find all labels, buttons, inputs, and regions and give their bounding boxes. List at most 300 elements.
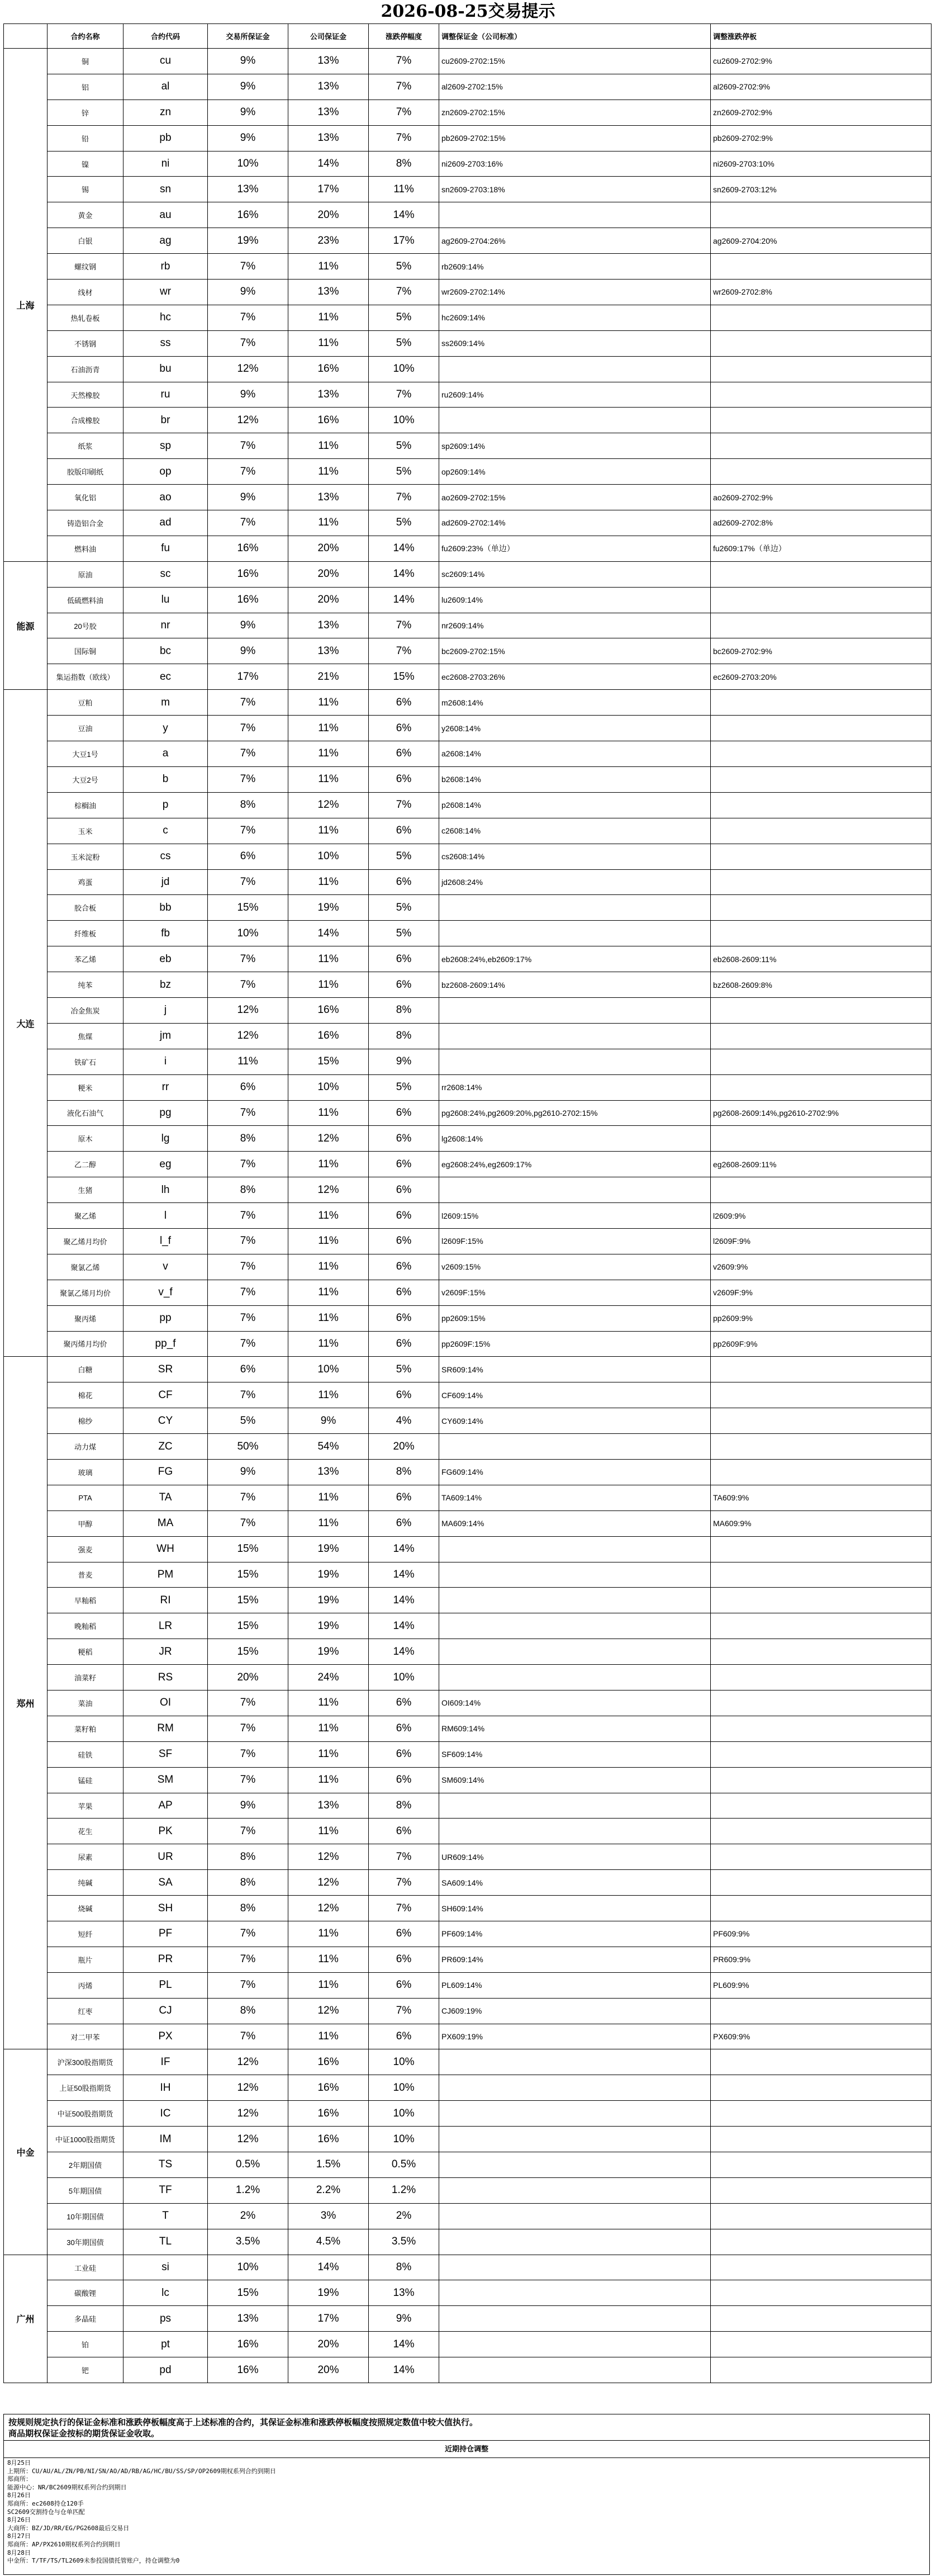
price-limit-cell: 14% xyxy=(369,1639,439,1665)
adjusted-margin-cell: fu2609:23%（单边） xyxy=(439,536,711,561)
exchange-margin-cell: 0.5% xyxy=(208,2152,288,2178)
adjusted-margin-cell xyxy=(439,2255,711,2280)
price-limit-cell: 14% xyxy=(369,561,439,587)
adjusted-margin-cell: pb2609-2702:15% xyxy=(439,125,711,151)
table-row xyxy=(4,1665,932,1690)
contract-code-cell: SA xyxy=(123,1870,208,1896)
price-limit-cell: 20% xyxy=(369,1434,439,1460)
contract-code-cell: au xyxy=(123,202,208,228)
table-row xyxy=(4,921,932,946)
table-row xyxy=(4,1819,932,1844)
contract-code-cell: nr xyxy=(123,613,208,638)
price-limit-cell: 5% xyxy=(369,921,439,946)
adjusted-margin-cell xyxy=(439,921,711,946)
table-row xyxy=(4,228,932,254)
table-row xyxy=(4,2306,932,2332)
price-limit-cell: 0.5% xyxy=(369,2152,439,2178)
adjusted-margin-cell xyxy=(439,2127,711,2152)
price-limit-cell: 10% xyxy=(369,2101,439,2127)
exchange-margin-cell: 12% xyxy=(208,2075,288,2101)
exchange-cell: 中金 xyxy=(4,2049,47,2255)
price-limit-cell: 7% xyxy=(369,1896,439,1921)
contract-name-cell: 生猪 xyxy=(47,1177,123,1203)
price-limit-cell: 6% xyxy=(369,1741,439,1767)
contract-code-cell: pp xyxy=(123,1305,208,1331)
adjusted-margin-cell: eb2608:24%,eb2609:17% xyxy=(439,946,711,972)
contract-name-cell: 聚丙烯 xyxy=(47,1305,123,1331)
contract-code-cell: PL xyxy=(123,1972,208,1998)
adjusted-limit-cell: PX609:9% xyxy=(711,2024,932,2049)
price-limit-cell: 8% xyxy=(369,1459,439,1485)
contract-code-cell: hc xyxy=(123,305,208,330)
price-limit-cell: 6% xyxy=(369,1126,439,1152)
adjusted-margin-cell: m2608:14% xyxy=(439,690,711,716)
table-row xyxy=(4,1126,932,1152)
table-row xyxy=(4,741,932,767)
adjusted-margin-cell: MA609:14% xyxy=(439,1510,711,1536)
company-margin-cell: 20% xyxy=(288,561,369,587)
company-margin-cell: 9% xyxy=(288,1408,369,1434)
exchange-margin-cell: 9% xyxy=(208,1459,288,1485)
adjusted-margin-cell: p2608:14% xyxy=(439,792,711,818)
company-margin-cell: 11% xyxy=(288,2024,369,2049)
contract-code-cell: ni xyxy=(123,151,208,177)
table-body xyxy=(4,49,932,2383)
table-row xyxy=(4,1767,932,1793)
contract-code-cell: CY xyxy=(123,1408,208,1434)
exchange-margin-cell: 7% xyxy=(208,716,288,741)
notes-line: 8月28日 xyxy=(7,2549,31,2556)
notes-line: 上期所：CU/AU/AL/ZN/PB/NI/SN/AO/AD/RB/AG/HC/BU/SS/SP/OP2609期权系列合约到期日 xyxy=(7,2467,276,2475)
adjusted-limit-cell xyxy=(711,382,932,408)
price-limit-cell: 6% xyxy=(369,1485,439,1510)
table-row xyxy=(4,1280,932,1305)
company-margin-cell: 13% xyxy=(288,485,369,510)
company-margin-cell: 11% xyxy=(288,741,369,767)
table-row xyxy=(4,1459,932,1485)
contract-code-cell: IH xyxy=(123,2075,208,2101)
exchange-margin-cell: 10% xyxy=(208,2255,288,2280)
price-limit-cell: 6% xyxy=(369,1203,439,1229)
exchange-margin-cell: 9% xyxy=(208,74,288,100)
notes-line: SC2609交割持仓与仓单匹配 xyxy=(7,2508,85,2516)
price-limit-cell: 5% xyxy=(369,1074,439,1100)
adjusted-limit-cell: v2609F:9% xyxy=(711,1280,932,1305)
contract-name-cell: 铁矿石 xyxy=(47,1049,123,1074)
contract-code-cell: SH xyxy=(123,1896,208,1921)
exchange-margin-cell: 9% xyxy=(208,49,288,74)
price-limit-cell: 6% xyxy=(369,766,439,792)
price-limit-cell: 9% xyxy=(369,1049,439,1074)
adjusted-limit-cell xyxy=(711,1844,932,1870)
adjusted-limit-cell xyxy=(711,2075,932,2101)
notes-line: 郑商所：AP/PX2610期权系列合约到期日 xyxy=(7,2540,121,2548)
contract-code-cell: pd xyxy=(123,2357,208,2383)
header-adjusted-limit: 调整涨跌停板 xyxy=(711,24,932,49)
company-margin-cell: 13% xyxy=(288,613,369,638)
table-row xyxy=(4,280,932,305)
exchange-margin-cell: 7% xyxy=(208,946,288,972)
company-margin-cell: 20% xyxy=(288,2332,369,2357)
adjusted-margin-cell xyxy=(439,2332,711,2357)
contract-code-cell: OI xyxy=(123,1690,208,1716)
exchange-margin-cell: 8% xyxy=(208,792,288,818)
company-margin-cell: 12% xyxy=(288,1998,369,2024)
table-row xyxy=(4,1357,932,1382)
adjusted-limit-cell xyxy=(711,1896,932,1921)
company-margin-cell: 11% xyxy=(288,1382,369,1408)
price-limit-cell: 10% xyxy=(369,356,439,382)
contract-code-cell: c xyxy=(123,818,208,844)
company-margin-cell: 11% xyxy=(288,433,369,459)
adjusted-margin-cell xyxy=(439,356,711,382)
adjusted-margin-cell: ni2609-2703:16% xyxy=(439,151,711,177)
table-row xyxy=(4,2152,932,2178)
exchange-margin-cell: 15% xyxy=(208,2280,288,2306)
header-company-margin: 公司保证金 xyxy=(288,24,369,49)
adjusted-limit-cell xyxy=(711,997,932,1023)
adjusted-margin-cell: UR609:14% xyxy=(439,1844,711,1870)
price-limit-cell: 6% xyxy=(369,1510,439,1536)
adjusted-limit-cell xyxy=(711,254,932,280)
contract-name-cell: 菜油 xyxy=(47,1690,123,1716)
adjusted-margin-cell: FG609:14% xyxy=(439,1459,711,1485)
adjusted-margin-cell: y2608:14% xyxy=(439,716,711,741)
company-margin-cell: 15% xyxy=(288,1049,369,1074)
price-limit-cell: 8% xyxy=(369,2255,439,2280)
contract-code-cell: l_f xyxy=(123,1228,208,1254)
contract-code-cell: fb xyxy=(123,921,208,946)
adjusted-limit-cell xyxy=(711,869,932,895)
table-header-row xyxy=(4,24,932,49)
contract-name-cell: 玻璃 xyxy=(47,1459,123,1485)
adjusted-limit-cell xyxy=(711,330,932,356)
contract-name-cell: 粳稻 xyxy=(47,1639,123,1665)
company-margin-cell: 11% xyxy=(288,1510,369,1536)
adjusted-margin-cell: SA609:14% xyxy=(439,1870,711,1896)
company-margin-cell: 19% xyxy=(288,1588,369,1613)
company-margin-cell: 11% xyxy=(288,305,369,330)
price-limit-cell: 2% xyxy=(369,2203,439,2229)
contract-name-cell: 冶金焦炭 xyxy=(47,997,123,1023)
price-limit-cell: 7% xyxy=(369,1870,439,1896)
adjusted-limit-cell xyxy=(711,1434,932,1460)
adjusted-margin-cell: pg2608:24%,pg2609:20%,pg2610-2702:15% xyxy=(439,1100,711,1126)
price-limit-cell: 6% xyxy=(369,1177,439,1203)
adjusted-limit-cell xyxy=(711,1023,932,1049)
adjusted-limit-cell xyxy=(711,433,932,459)
contract-code-cell: rb xyxy=(123,254,208,280)
company-margin-cell: 11% xyxy=(288,1152,369,1177)
exchange-margin-cell: 13% xyxy=(208,2306,288,2332)
exchange-margin-cell: 7% xyxy=(208,1254,288,1280)
adjusted-limit-cell xyxy=(711,2049,932,2075)
table-row xyxy=(4,1716,932,1741)
contract-code-cell: UR xyxy=(123,1844,208,1870)
price-limit-cell: 14% xyxy=(369,1536,439,1562)
notes-line: 郑商所： xyxy=(7,2475,32,2483)
exchange-margin-cell: 7% xyxy=(208,741,288,767)
company-margin-cell: 16% xyxy=(288,408,369,433)
company-margin-cell: 10% xyxy=(288,1357,369,1382)
adjusted-limit-cell xyxy=(711,741,932,767)
adjusted-limit-cell xyxy=(711,202,932,228)
table-row xyxy=(4,408,932,433)
contract-name-cell: 大豆2号 xyxy=(47,766,123,792)
price-limit-cell: 7% xyxy=(369,792,439,818)
contract-code-cell: jd xyxy=(123,869,208,895)
price-limit-cell: 11% xyxy=(369,177,439,202)
adjusted-margin-cell: ru2609:14% xyxy=(439,382,711,408)
exchange-margin-cell: 7% xyxy=(208,305,288,330)
adjusted-limit-cell xyxy=(711,2229,932,2255)
table-row xyxy=(4,792,932,818)
adjusted-limit-cell xyxy=(711,1357,932,1382)
exchange-margin-cell: 17% xyxy=(208,664,288,690)
adjusted-limit-cell xyxy=(711,895,932,921)
exchange-margin-cell: 6% xyxy=(208,1074,288,1100)
table-row xyxy=(4,2255,932,2280)
contract-code-cell: ps xyxy=(123,2306,208,2332)
exchange-margin-cell: 8% xyxy=(208,1126,288,1152)
contract-name-cell: 黄金 xyxy=(47,202,123,228)
footnote-line: 按规则规定执行的保证金标准和涨跌停板幅度高于上述标准的合约，其保证金标准和涨跌停板幅度按照规定数值中较大值执行。 xyxy=(8,2417,478,2427)
adjusted-margin-cell xyxy=(439,1049,711,1074)
adjusted-limit-cell xyxy=(711,1126,932,1152)
table-row xyxy=(4,254,932,280)
adjusted-limit-cell xyxy=(711,1588,932,1613)
contract-code-cell: PR xyxy=(123,1947,208,1972)
adjusted-limit-cell: pp2609:9% xyxy=(711,1305,932,1331)
adjusted-limit-cell xyxy=(711,792,932,818)
price-limit-cell: 6% xyxy=(369,1254,439,1280)
contract-code-cell: al xyxy=(123,74,208,100)
adjusted-limit-cell: l2609:9% xyxy=(711,1203,932,1229)
adjusted-limit-cell: PF609:9% xyxy=(711,1921,932,1947)
contract-code-cell: p xyxy=(123,792,208,818)
contract-name-cell: 对二甲苯 xyxy=(47,2024,123,2049)
table-row xyxy=(4,997,932,1023)
price-limit-cell: 6% xyxy=(369,1819,439,1844)
adjusted-limit-cell: zn2609-2702:9% xyxy=(711,100,932,125)
adjusted-limit-cell: TA609:9% xyxy=(711,1485,932,1510)
margin-table xyxy=(3,23,932,2383)
exchange-margin-cell: 7% xyxy=(208,510,288,536)
adjusted-margin-cell: cu2609-2702:15% xyxy=(439,49,711,74)
adjusted-margin-cell xyxy=(439,2177,711,2203)
contract-name-cell: 玉米 xyxy=(47,818,123,844)
contract-name-cell: 中证500股指期货 xyxy=(47,2101,123,2127)
price-limit-cell: 6% xyxy=(369,946,439,972)
adjusted-margin-cell xyxy=(439,1434,711,1460)
contract-name-cell: 豆油 xyxy=(47,716,123,741)
price-limit-cell: 7% xyxy=(369,74,439,100)
company-margin-cell: 14% xyxy=(288,2255,369,2280)
notes-body xyxy=(4,2458,929,2566)
adjusted-margin-cell: lg2608:14% xyxy=(439,1126,711,1152)
adjusted-margin-cell xyxy=(439,1665,711,1690)
contract-name-cell: 合成橡胶 xyxy=(47,408,123,433)
company-margin-cell: 13% xyxy=(288,125,369,151)
contract-name-cell: 聚氯乙烯月均价 xyxy=(47,1280,123,1305)
exchange-margin-cell: 15% xyxy=(208,1588,288,1613)
contract-name-cell: 工业硅 xyxy=(47,2255,123,2280)
company-margin-cell: 17% xyxy=(288,177,369,202)
adjusted-margin-cell xyxy=(439,2152,711,2178)
company-margin-cell: 13% xyxy=(288,1793,369,1819)
table-row xyxy=(4,202,932,228)
table-row xyxy=(4,2280,932,2306)
contract-code-cell: si xyxy=(123,2255,208,2280)
price-limit-cell: 17% xyxy=(369,228,439,254)
contract-name-cell: 苯乙烯 xyxy=(47,946,123,972)
contract-code-cell: JR xyxy=(123,1639,208,1665)
contract-code-cell: TS xyxy=(123,2152,208,2178)
price-limit-cell: 6% xyxy=(369,1382,439,1408)
contract-name-cell: 铂 xyxy=(47,2332,123,2357)
adjusted-margin-cell: TA609:14% xyxy=(439,1485,711,1510)
adjusted-limit-cell: MA609:9% xyxy=(711,1510,932,1536)
table-row xyxy=(4,1921,932,1947)
contract-name-cell: 普麦 xyxy=(47,1562,123,1588)
company-margin-cell: 11% xyxy=(288,1947,369,1972)
contract-code-cell: l xyxy=(123,1203,208,1229)
exchange-margin-cell: 8% xyxy=(208,1177,288,1203)
table-row xyxy=(4,1049,932,1074)
adjusted-margin-cell xyxy=(439,1639,711,1665)
notes-section xyxy=(3,2441,930,2575)
company-margin-cell: 12% xyxy=(288,792,369,818)
adjusted-margin-cell: zn2609-2702:15% xyxy=(439,100,711,125)
exchange-margin-cell: 12% xyxy=(208,2101,288,2127)
exchange-margin-cell: 16% xyxy=(208,587,288,613)
company-margin-cell: 19% xyxy=(288,895,369,921)
contract-code-cell: i xyxy=(123,1049,208,1074)
contract-code-cell: ru xyxy=(123,382,208,408)
company-margin-cell: 3% xyxy=(288,2203,369,2229)
price-limit-cell: 7% xyxy=(369,49,439,74)
exchange-margin-cell: 12% xyxy=(208,1023,288,1049)
table-row xyxy=(4,1588,932,1613)
adjusted-limit-cell xyxy=(711,305,932,330)
contract-code-cell: pp_f xyxy=(123,1331,208,1357)
exchange-margin-cell: 9% xyxy=(208,613,288,638)
price-limit-cell: 3.5% xyxy=(369,2229,439,2255)
exchange-margin-cell: 7% xyxy=(208,459,288,485)
adjusted-margin-cell xyxy=(439,2306,711,2332)
exchange-margin-cell: 19% xyxy=(208,228,288,254)
company-margin-cell: 11% xyxy=(288,818,369,844)
contract-code-cell: lc xyxy=(123,2280,208,2306)
table-row xyxy=(4,2101,932,2127)
contract-code-cell: pg xyxy=(123,1100,208,1126)
adjusted-margin-cell: rr2608:14% xyxy=(439,1074,711,1100)
contract-code-cell: zn xyxy=(123,100,208,125)
exchange-margin-cell: 7% xyxy=(208,1203,288,1229)
contract-name-cell: 红枣 xyxy=(47,1998,123,2024)
adjusted-margin-cell: sc2609:14% xyxy=(439,561,711,587)
company-margin-cell: 16% xyxy=(288,2075,369,2101)
adjusted-margin-cell: ss2609:14% xyxy=(439,330,711,356)
contract-name-cell: 燃料油 xyxy=(47,536,123,561)
contract-code-cell: sc xyxy=(123,561,208,587)
table-row xyxy=(4,2024,932,2049)
adjusted-limit-cell xyxy=(711,408,932,433)
contract-code-cell: ao xyxy=(123,485,208,510)
contract-code-cell: cs xyxy=(123,844,208,869)
contract-name-cell: 沪深300股指期货 xyxy=(47,2049,123,2075)
adjusted-margin-cell: sp2609:14% xyxy=(439,433,711,459)
price-limit-cell: 6% xyxy=(369,741,439,767)
table-row xyxy=(4,1870,932,1896)
table-row xyxy=(4,1741,932,1767)
adjusted-limit-cell: ag2609-2704:20% xyxy=(711,228,932,254)
table-row xyxy=(4,459,932,485)
adjusted-limit-cell xyxy=(711,2101,932,2127)
table-row xyxy=(4,1408,932,1434)
contract-name-cell: 焦煤 xyxy=(47,1023,123,1049)
table-row xyxy=(4,638,932,664)
company-margin-cell: 11% xyxy=(288,1100,369,1126)
price-limit-cell: 6% xyxy=(369,1767,439,1793)
notes-header: 近期持仓调整 xyxy=(4,2441,929,2458)
contract-code-cell: sp xyxy=(123,433,208,459)
adjusted-margin-cell: op2609:14% xyxy=(439,459,711,485)
adjusted-margin-cell: lu2609:14% xyxy=(439,587,711,613)
adjusted-margin-cell: PR609:14% xyxy=(439,1947,711,1972)
table-row xyxy=(4,1510,932,1536)
exchange-margin-cell: 16% xyxy=(208,202,288,228)
contract-name-cell: 短纤 xyxy=(47,1921,123,1947)
adjusted-limit-cell: ad2609-2702:8% xyxy=(711,510,932,536)
company-margin-cell: 12% xyxy=(288,1844,369,1870)
company-margin-cell: 19% xyxy=(288,1562,369,1588)
contract-name-cell: 粳米 xyxy=(47,1074,123,1100)
table-row xyxy=(4,561,932,587)
contract-name-cell: 聚氯乙烯 xyxy=(47,1254,123,1280)
exchange-margin-cell: 7% xyxy=(208,433,288,459)
price-limit-cell: 7% xyxy=(369,1998,439,2024)
adjusted-margin-cell: bc2609-2702:15% xyxy=(439,638,711,664)
table-row xyxy=(4,330,932,356)
adjusted-margin-cell: jd2608:24% xyxy=(439,869,711,895)
table-row xyxy=(4,1998,932,2024)
price-limit-cell: 5% xyxy=(369,330,439,356)
header-price-limit: 涨跌停幅度 xyxy=(369,24,439,49)
contract-code-cell: IM xyxy=(123,2127,208,2152)
adjusted-margin-cell xyxy=(439,2101,711,2127)
price-limit-cell: 13% xyxy=(369,2280,439,2306)
company-margin-cell: 16% xyxy=(288,2101,369,2127)
table-row xyxy=(4,305,932,330)
notes-line: 中金所：T/TF/TS/TL2609未参投国债托管账户，持仓调整为0 xyxy=(7,2557,180,2565)
adjusted-limit-cell xyxy=(711,1459,932,1485)
company-margin-cell: 13% xyxy=(288,280,369,305)
company-margin-cell: 13% xyxy=(288,49,369,74)
table-row xyxy=(4,1434,932,1460)
adjusted-margin-cell xyxy=(439,895,711,921)
price-limit-cell: 6% xyxy=(369,1331,439,1357)
exchange-margin-cell: 10% xyxy=(208,151,288,177)
company-margin-cell: 11% xyxy=(288,972,369,998)
contract-code-cell: TA xyxy=(123,1485,208,1510)
contract-name-cell: 早籼稻 xyxy=(47,1588,123,1613)
exchange-margin-cell: 9% xyxy=(208,638,288,664)
table-row xyxy=(4,1485,932,1510)
company-margin-cell: 11% xyxy=(288,254,369,280)
contract-code-cell: br xyxy=(123,408,208,433)
contract-code-cell: SM xyxy=(123,1767,208,1793)
